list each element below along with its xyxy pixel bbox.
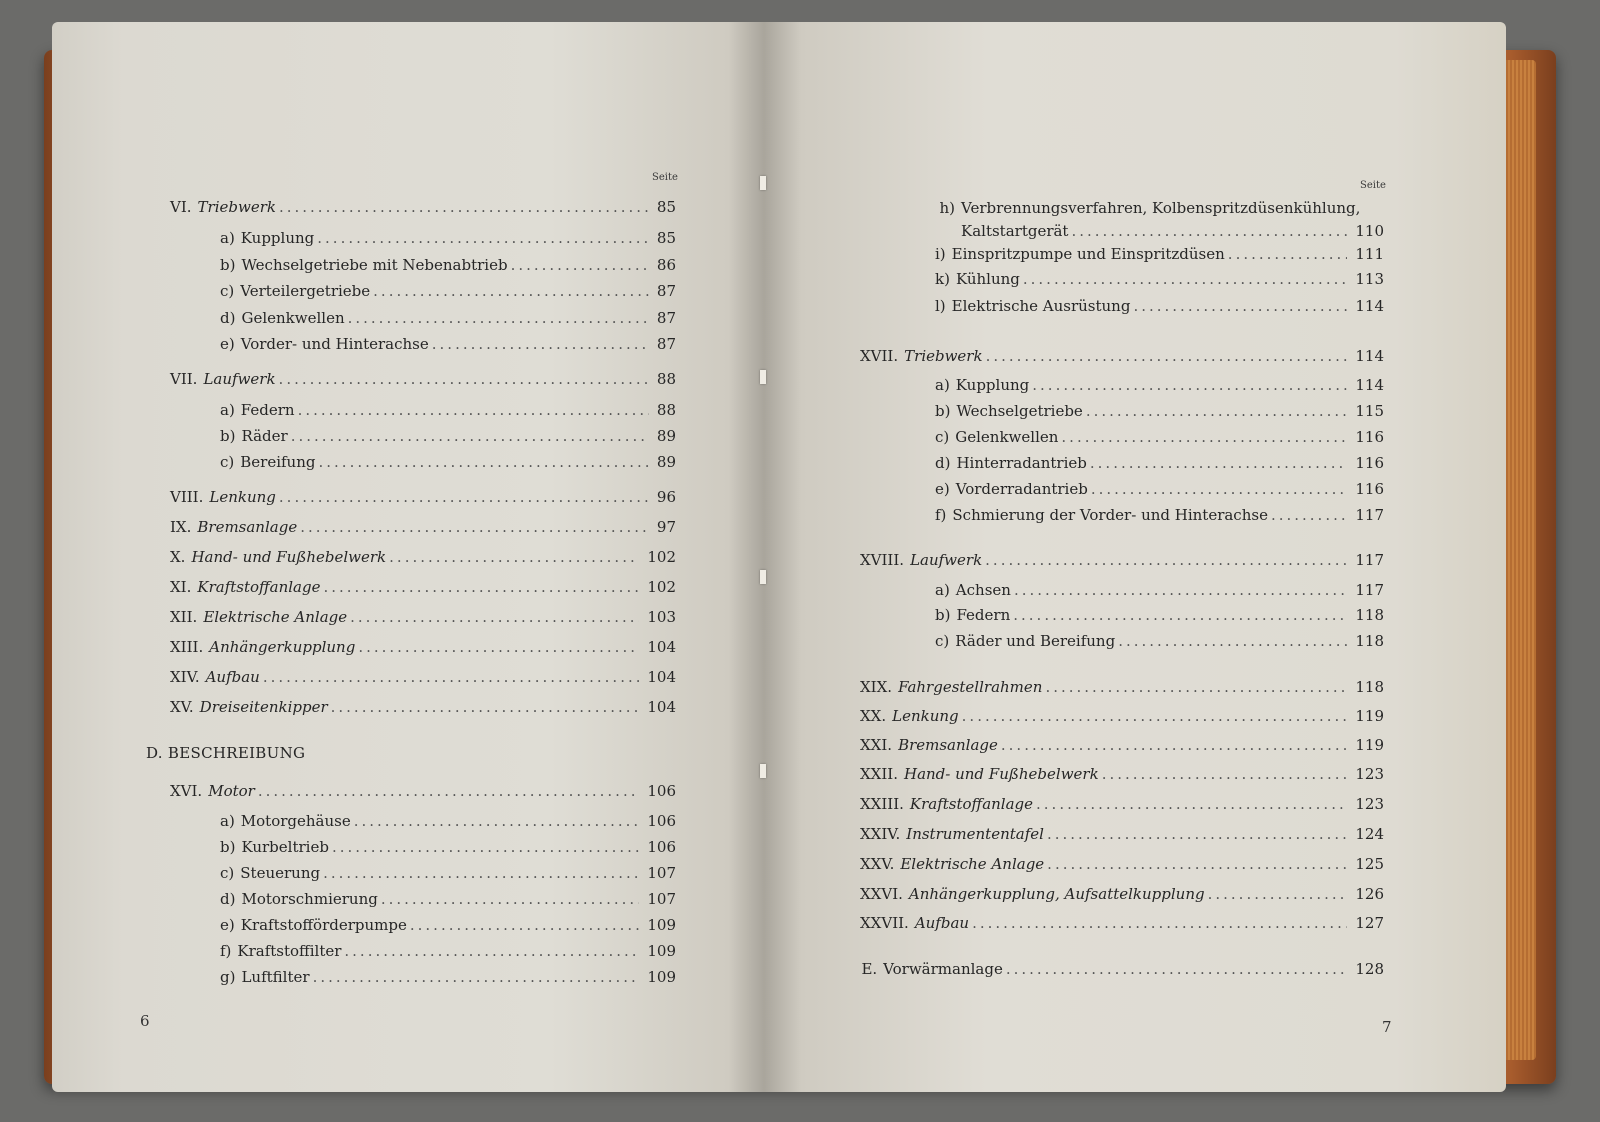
entry-page: 118 (1355, 678, 1384, 696)
entry-page: 102 (647, 548, 676, 566)
entry-page: 114 (1355, 347, 1384, 365)
entry-page: 111 (1355, 245, 1384, 263)
leader-dots (1102, 765, 1348, 783)
entry-title: Motor (208, 782, 255, 800)
toc-entry (860, 795, 1384, 813)
leader-dots (263, 668, 640, 686)
entry-number: XV. (170, 698, 194, 716)
entry-title: Wechselgetriebe mit Nebenabtrieb (241, 256, 508, 274)
leader-dots (381, 890, 640, 908)
toc-entry (860, 885, 1384, 903)
entry-title: Räder und Bereifung (955, 632, 1116, 650)
leader-dots (432, 335, 649, 353)
entry-title: Anhängerkupplung (209, 638, 356, 656)
entry-number: a) (935, 376, 950, 394)
entry-page: 117 (1355, 506, 1384, 524)
entry-number: g) (220, 968, 236, 986)
entry-page: 88 (656, 370, 676, 388)
entry-number: l) (935, 297, 946, 315)
toc-entry (220, 812, 676, 830)
entry-number: XVI. (170, 782, 203, 800)
entry-number: b) (220, 838, 236, 856)
leader-dots (1061, 428, 1347, 446)
entry-page: 104 (647, 638, 676, 656)
entry-title: Räder (241, 427, 288, 445)
toc-entry (170, 578, 676, 596)
toc-entry (220, 309, 676, 327)
entry-title: Kurbeltrieb (241, 838, 329, 856)
entry-number: XXVII. (860, 914, 909, 932)
entry-title: Aufbau (205, 668, 260, 686)
leader-dots (300, 518, 649, 536)
entry-number: XVII. (860, 347, 899, 365)
toc-entry (220, 401, 676, 419)
entry-page: 116 (1355, 454, 1384, 472)
entry-number: f) (220, 942, 232, 960)
leader-dots (373, 282, 649, 300)
entry-page: 117 (1355, 551, 1384, 569)
toc-entry (860, 855, 1384, 873)
leader-dots (985, 551, 1347, 569)
leader-dots (350, 608, 639, 626)
entry-number: c) (220, 282, 235, 300)
entry-title: Steuerung (240, 864, 321, 882)
leader-dots (972, 914, 1347, 932)
entry-number: b) (220, 427, 236, 445)
entry-title: Kraftstofförderpumpe (240, 916, 407, 934)
leader-dots (1045, 678, 1347, 696)
binding-stitch (760, 570, 766, 584)
entry-number: e) (220, 916, 235, 934)
entry-page: 118 (1355, 632, 1384, 650)
entry-title: Motorgehäuse (240, 812, 351, 830)
leader-dots (279, 198, 649, 216)
leader-dots (389, 548, 639, 566)
entry-number: a) (220, 812, 235, 830)
leader-dots (1036, 795, 1347, 813)
leader-dots (1271, 506, 1347, 524)
entry-title: Elektrische Anlage (203, 608, 348, 626)
entry-title: Einspritzpumpe und Einspritzdüsen (951, 245, 1225, 263)
toc-entry (935, 581, 1384, 599)
page-number-left: 6 (140, 1012, 150, 1030)
entry-number: VIII. (170, 488, 204, 506)
entry-title: Vorwärmanlage (883, 960, 1003, 978)
entry-number: a) (935, 581, 950, 599)
toc-entry (860, 914, 1384, 932)
entry-number: XIX. (860, 678, 893, 696)
column-label-seite: Seite (1360, 180, 1386, 191)
entry-number: a) (220, 229, 235, 247)
toc-entry (170, 518, 676, 536)
entry-number: VI. (170, 198, 192, 216)
toc-entry (935, 297, 1384, 315)
entry-number: c) (935, 632, 950, 650)
entry-number: VII. (170, 370, 198, 388)
entry-title: Elektrische Ausrüstung (951, 297, 1131, 315)
toc-entry (220, 256, 676, 274)
binding-stitch (760, 370, 766, 384)
toc-entry (220, 282, 676, 300)
entry-title: Instrumententafel (906, 825, 1044, 843)
toc-entry (220, 942, 676, 960)
toc-entry (220, 916, 676, 934)
toc-entry (170, 198, 676, 216)
toc-entry (935, 270, 1384, 288)
entry-title: Elektrische Anlage (900, 855, 1045, 873)
entry-page: 124 (1355, 825, 1384, 843)
entry-title: Kraftstoffanlage (909, 795, 1034, 813)
entry-page: 97 (656, 518, 676, 536)
entry-number: e) (935, 480, 950, 498)
leader-dots (1023, 270, 1347, 288)
entry-page: 119 (1355, 736, 1384, 754)
toc-entry (860, 765, 1384, 783)
entry-title: Wechselgetriebe (956, 402, 1083, 420)
entry-title: Gelenkwellen (955, 428, 1059, 446)
toc-entry (220, 890, 676, 908)
entry-page: 85 (656, 198, 676, 216)
entry-title: Gelenkwellen (241, 309, 345, 327)
entry-title: Lenkung (892, 707, 959, 725)
entry-title: Lenkung (209, 488, 276, 506)
leader-dots (323, 578, 639, 596)
leader-dots (332, 838, 639, 856)
entry-page: 87 (656, 282, 676, 300)
entry-page: 88 (656, 401, 676, 419)
entry-page: 128 (1355, 960, 1384, 978)
entry-page: 102 (647, 578, 676, 596)
toc-entry (220, 838, 676, 856)
entry-page: 87 (656, 309, 676, 327)
toc-entry (860, 551, 1384, 569)
entry-number: X. (170, 548, 186, 566)
entry-page: 109 (647, 942, 676, 960)
entry-number: c) (220, 453, 235, 471)
toc-entry (935, 376, 1384, 394)
entry-title-line2: Kaltstartgerät (961, 222, 1069, 240)
entry-page: 85 (656, 229, 676, 247)
toc-entry (170, 668, 676, 686)
entry-page: 118 (1355, 606, 1384, 624)
toc-entry (170, 370, 676, 388)
entry-page: 125 (1355, 855, 1384, 873)
entry-title: Hinterradantrieb (956, 454, 1087, 472)
entry-number: d) (935, 454, 951, 472)
toc-entry (220, 335, 676, 353)
leader-dots (258, 782, 640, 800)
leader-dots (358, 638, 639, 656)
toc-entry-h-cont (961, 222, 1384, 240)
entry-page: 87 (656, 335, 676, 353)
entry-page: 104 (647, 668, 676, 686)
leader-dots (291, 427, 649, 445)
entry-title: Federn (956, 606, 1011, 624)
binding-stitch (760, 764, 766, 778)
entry-page: 103 (647, 608, 676, 626)
entry-title: Kupplung (955, 376, 1030, 394)
leader-dots (1047, 855, 1347, 873)
entry-number: XVIII. (860, 551, 905, 569)
toc-entry (170, 782, 676, 800)
entry-page: 117 (1355, 581, 1384, 599)
entry-number: i) (935, 245, 946, 263)
entry-page: 106 (647, 782, 676, 800)
toc-entry (220, 864, 676, 882)
entry-number: XII. (170, 608, 198, 626)
leader-dots (511, 256, 649, 274)
toc-entry (170, 608, 676, 626)
leader-dots (1001, 736, 1347, 754)
entry-number: b) (935, 606, 951, 624)
leader-dots (344, 942, 639, 960)
entry-number: E. (861, 960, 878, 978)
entry-page: 86 (656, 256, 676, 274)
leader-dots (1047, 825, 1347, 843)
entry-number: d) (220, 309, 236, 327)
entry-page: 110 (1355, 222, 1384, 240)
entry-page: 116 (1355, 428, 1384, 446)
toc-entry (935, 428, 1384, 446)
entry-number: XXVI. (860, 885, 903, 903)
leader-dots (1208, 885, 1348, 903)
toc-entry (935, 480, 1384, 498)
entry-page: 107 (647, 864, 676, 882)
toc-entry (170, 488, 676, 506)
entry-page: 114 (1355, 297, 1384, 315)
leader-dots (1133, 297, 1347, 315)
entry-page: 123 (1355, 765, 1384, 783)
entry-title: Aufbau (914, 914, 970, 932)
entry-title: Hand- und Fußhebelwerk (191, 548, 387, 566)
entry-page: 89 (656, 453, 676, 471)
entry-title: Fahrgestellrahmen (898, 678, 1043, 696)
toc-entry (935, 632, 1384, 650)
toc-entry (860, 825, 1384, 843)
entry-title: Triebwerk (904, 347, 983, 365)
leader-dots (1228, 245, 1348, 263)
leader-dots (1071, 222, 1347, 240)
entry-number: IX. (170, 518, 192, 536)
toc-entry (170, 638, 676, 656)
entry-title: Laufwerk (910, 551, 983, 569)
entry-title-line1: Verbrennungsverfahren, Kolbenspritzdüsenkühlung, (961, 199, 1361, 217)
entry-title: Anhängerkupplung, Aufsattelkupplung (908, 885, 1205, 903)
leader-dots (1086, 402, 1348, 420)
entry-number: XXI. (860, 736, 893, 754)
leader-dots (331, 698, 640, 716)
column-label-seite: Seite (652, 172, 678, 183)
entry-page: 107 (647, 890, 676, 908)
entry-number: h) (939, 199, 955, 217)
entry-title: Hand- und Fußhebelwerk (903, 765, 1099, 783)
entry-page: 113 (1355, 270, 1384, 288)
entry-title: Laufwerk (203, 370, 276, 388)
entry-number: e) (220, 335, 235, 353)
toc-entry (935, 606, 1384, 624)
section-heading: D. BESCHREIBUNG (146, 744, 306, 762)
leader-dots (410, 916, 639, 934)
entry-page: 104 (647, 698, 676, 716)
leader-dots (1014, 581, 1347, 599)
toc-entry (860, 678, 1384, 696)
entry-title: Kraftstoffanlage (197, 578, 321, 596)
entry-title: Vorder- und Hinterachse (240, 335, 429, 353)
toc-entry (220, 968, 676, 986)
entry-page: 89 (656, 427, 676, 445)
entry-number: c) (220, 864, 235, 882)
entry-title: Triebwerk (197, 198, 276, 216)
entry-number: XXII. (860, 765, 898, 783)
toc-entry (860, 960, 1384, 978)
entry-title: Dreiseitenkipper (199, 698, 328, 716)
toc-entry (935, 245, 1384, 263)
leader-dots (1090, 454, 1347, 472)
entry-page: 127 (1355, 914, 1384, 932)
entry-title: Kraftstoffilter (237, 942, 342, 960)
leader-dots (1091, 480, 1348, 498)
entry-number: XI. (170, 578, 192, 596)
toc-entry-h (935, 199, 1360, 217)
leader-dots (348, 309, 649, 327)
entry-page: 96 (656, 488, 676, 506)
toc-entry (860, 736, 1384, 754)
entry-title: Kühlung (955, 270, 1020, 288)
leader-dots (323, 864, 639, 882)
entry-number: XX. (860, 707, 887, 725)
toc-entry (860, 347, 1384, 365)
page-number-right: 7 (1382, 1018, 1392, 1036)
binding-stitch (760, 176, 766, 190)
toc-entry (220, 427, 676, 445)
entry-page: 114 (1355, 376, 1384, 394)
leader-dots (1013, 606, 1347, 624)
entry-number: f) (935, 506, 947, 524)
entry-page: 106 (647, 812, 676, 830)
leader-dots (1118, 632, 1347, 650)
entry-number: b) (935, 402, 951, 420)
toc-entry (170, 698, 676, 716)
entry-title: Schmierung der Vorder- und Hinterachse (952, 506, 1268, 524)
entry-page: 106 (647, 838, 676, 856)
entry-number: XIII. (170, 638, 204, 656)
leader-dots (1006, 960, 1348, 978)
entry-title: Achsen (955, 581, 1011, 599)
entry-title: Kupplung (240, 229, 315, 247)
entry-title: Federn (240, 401, 295, 419)
entry-page: 126 (1355, 885, 1384, 903)
leader-dots (313, 968, 640, 986)
toc-entry (860, 707, 1384, 725)
leader-dots (1032, 376, 1347, 394)
leader-dots (319, 453, 649, 471)
toc-entry (170, 548, 676, 566)
leader-dots (986, 347, 1348, 365)
leader-dots (962, 707, 1348, 725)
entry-title: Verteilergetriebe (240, 282, 371, 300)
toc-entry (935, 402, 1384, 420)
leader-dots (279, 370, 649, 388)
entry-number: XXIV. (860, 825, 901, 843)
leader-dots (354, 812, 640, 830)
entry-page: 115 (1355, 402, 1384, 420)
entry-page: 109 (647, 916, 676, 934)
entry-number: c) (935, 428, 950, 446)
entry-title: Bereifung (240, 453, 316, 471)
entry-page: 116 (1355, 480, 1384, 498)
entry-title: Bremsanlage (197, 518, 298, 536)
entry-title: Luftfilter (241, 968, 310, 986)
entry-number: b) (220, 256, 236, 274)
entry-page: 123 (1355, 795, 1384, 813)
entry-number: k) (935, 270, 950, 288)
entry-number: XIV. (170, 668, 200, 686)
entry-number: XXV. (860, 855, 895, 873)
entry-page: 119 (1355, 707, 1384, 725)
toc-entry (220, 453, 676, 471)
leader-dots (298, 401, 649, 419)
entry-page: 109 (647, 968, 676, 986)
entry-number: XXIII. (860, 795, 904, 813)
entry-number: d) (220, 890, 236, 908)
toc-entry (935, 454, 1384, 472)
leader-dots (317, 229, 649, 247)
entry-title: Bremsanlage (898, 736, 998, 754)
toc-entry (935, 506, 1384, 524)
toc-entry (220, 229, 676, 247)
entry-number: a) (220, 401, 235, 419)
leader-dots (279, 488, 649, 506)
entry-title: Motorschmierung (241, 890, 378, 908)
entry-title: Vorderradantrieb (955, 480, 1088, 498)
